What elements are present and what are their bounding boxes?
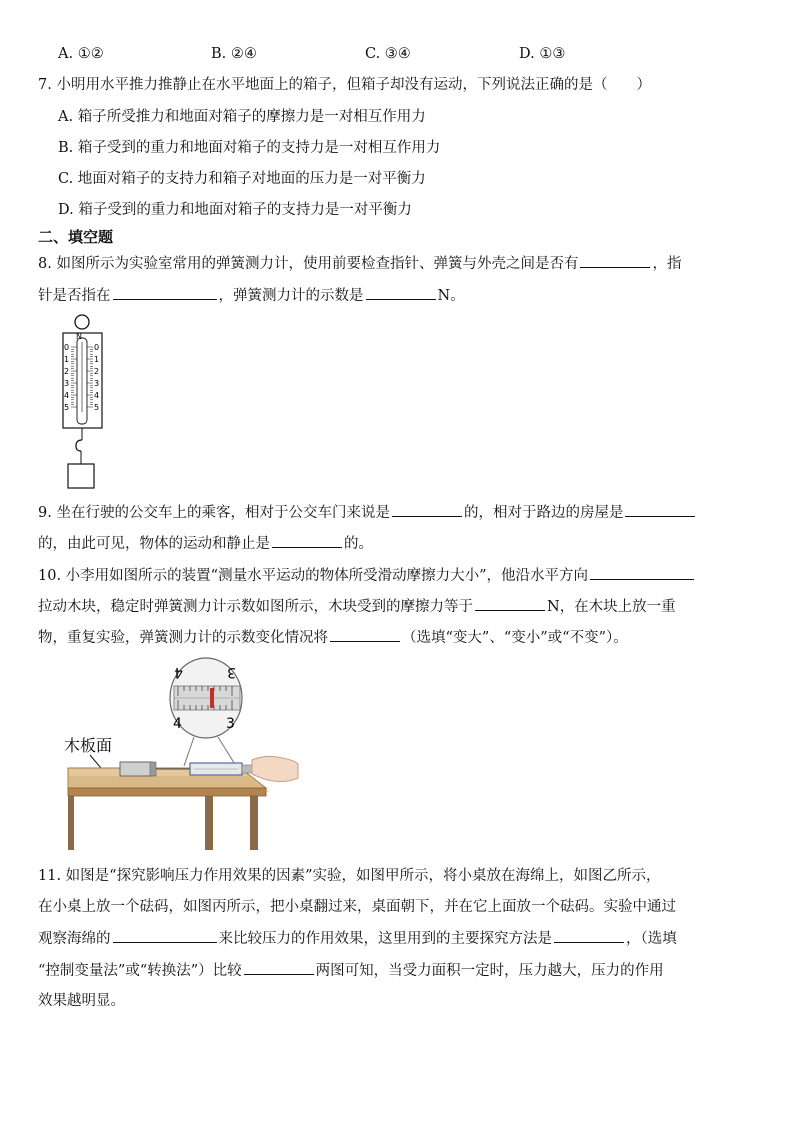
q9-text: 9. 坐在行驶的公交车上的乘客，相对于公交车门来说是 [38,505,390,521]
friction-experiment-figure [60,656,310,852]
answer-blank[interactable] [392,502,462,517]
scale-tick-label: 3 [94,379,100,388]
hand-icon [252,756,298,781]
q10-line2 [38,596,676,617]
q8-text: N。 [437,288,465,304]
q6-option-c: C. ③④ [365,46,411,62]
q10-line1 [38,565,696,586]
scale-tick-label: 4 [64,391,70,400]
answer-blank[interactable] [366,285,436,300]
q9-text: 的，相对于路边的房屋是 [463,505,624,521]
q8-line1 [38,253,681,274]
weight-block [68,464,94,488]
answer-blank[interactable] [475,596,545,611]
scale-tick-label: 1 [64,355,70,364]
q10-text: 拉动木块，稳定时弹簧测力计示数如图所示，木块受到的摩擦力等于 [38,599,473,615]
scale-tick-label: 3 [64,379,70,388]
table-edge [68,788,266,796]
magnified-label: 4 [173,716,182,732]
q8-text: 针是否指在 [38,288,111,304]
answer-blank[interactable] [554,928,624,943]
spring-scale-figure [56,312,116,494]
magnified-label: 3 [226,716,235,732]
scale-pointer [210,688,214,708]
q11-line5: 效果越明显。 [38,993,125,1009]
q9-text: 的，由此可见，物体的运动和静止是 [38,536,270,552]
q11-line2: 在小桌上放一个砝码，如图丙所示，把小桌翻过来，桌面朝下，并在它上面放一个砝码。实验中通过 [38,899,676,915]
q10-text: 10. 小李用如图所示的装置“测量水平运动的物体所受滑动摩擦力大小”，他沿水平方向 [38,568,588,584]
wooden-block [120,762,152,776]
answer-blank[interactable] [330,627,400,642]
section-title: 二、填空题 [38,228,114,246]
q7-stem: 7. 小明用水平推力推静止在水平地面上的箱子，但箱子却没有运动，下列说法正确的是（ ） [38,77,651,93]
q8-line2 [38,285,465,306]
q9-line1 [38,502,697,523]
magnified-label: 3 [227,664,236,680]
q9-text: 的。 [344,536,373,552]
q11-text: 来比较压力的作用效果，这里用到的主要探究方法是 [218,931,552,947]
scale-unit-label: N [76,332,82,341]
q6-option-d: D. ①③ [519,46,566,62]
q8-text: 8. 如图所示为实验室常用的弹簧测力计，使用前要检查指针、弹簧与外壳之间是否有 [38,256,579,272]
scale-tick-label: 2 [94,367,100,376]
table-leg [68,796,74,850]
scale-tick-label: 4 [94,391,100,400]
q8-text: ，指 [652,256,682,272]
q11-text: 观察海绵的 [38,931,111,947]
answer-blank[interactable] [590,565,694,580]
table-leg [205,796,213,850]
answer-blank[interactable] [625,502,695,517]
answer-blank[interactable] [113,928,217,943]
q10-text: 物，重复实验，弹簧测力计的示数变化情况将 [38,630,328,646]
q7-option-c: C. 地面对箱子的支持力和箱子对地面的压力是一对平衡力 [58,171,426,187]
scale-tick-label: 0 [94,343,100,352]
q8-text: ，弹簧测力计的示数是 [218,288,364,304]
q10-text: （选填“变大”、“变小”或“不变”）。 [402,630,628,646]
q11-line3 [38,928,677,949]
scale-tick-label: 0 [64,343,70,352]
magnified-label: 4 [174,664,183,680]
q7-option-d: D. 箱子受到的重力和地面对箱子的支持力是一对平衡力 [58,202,412,218]
q11-line4 [38,960,664,981]
q11-text: 两图可知，当受力面积一定时，压力越大，压力的作用 [315,963,664,979]
scale-tick-label: 1 [94,355,100,364]
table-leg [250,796,258,850]
q11-line1: 11. 如图是“探究影响压力作用效果的因素”实验，如图甲所示，将小桌放在海绵上，如图乙所示， [38,868,661,884]
scale-tick-label: 2 [64,367,70,376]
scale-tick-label: 5 [94,403,100,412]
q11-text: “控制变量法”或“转换法”）比较 [38,963,242,979]
scale-tick-label: 5 [64,403,70,412]
scale-ticks-left [71,347,77,407]
board-label: 木板面 [64,736,113,755]
q6-option-a: A. ①② [58,46,104,62]
q9-line2 [38,533,373,554]
answer-blank[interactable] [113,285,217,300]
q11-text: ，（选填 [626,931,677,947]
hook-icon [76,440,82,451]
q10-line3 [38,627,628,648]
answer-blank[interactable] [580,253,650,268]
q6-option-b: B. ②④ [211,46,257,62]
q7-option-b: B. 箱子受到的重力和地面对箱子的支持力是一对相互作用力 [58,140,441,156]
answer-blank[interactable] [244,960,314,975]
scale-ticks-right [87,347,93,407]
q7-option-a: A. 箱子所受推力和地面对箱子的摩擦力是一对相互作用力 [58,109,426,125]
q10-text: N，在木块上放一重 [547,599,676,615]
answer-blank[interactable] [272,533,342,548]
